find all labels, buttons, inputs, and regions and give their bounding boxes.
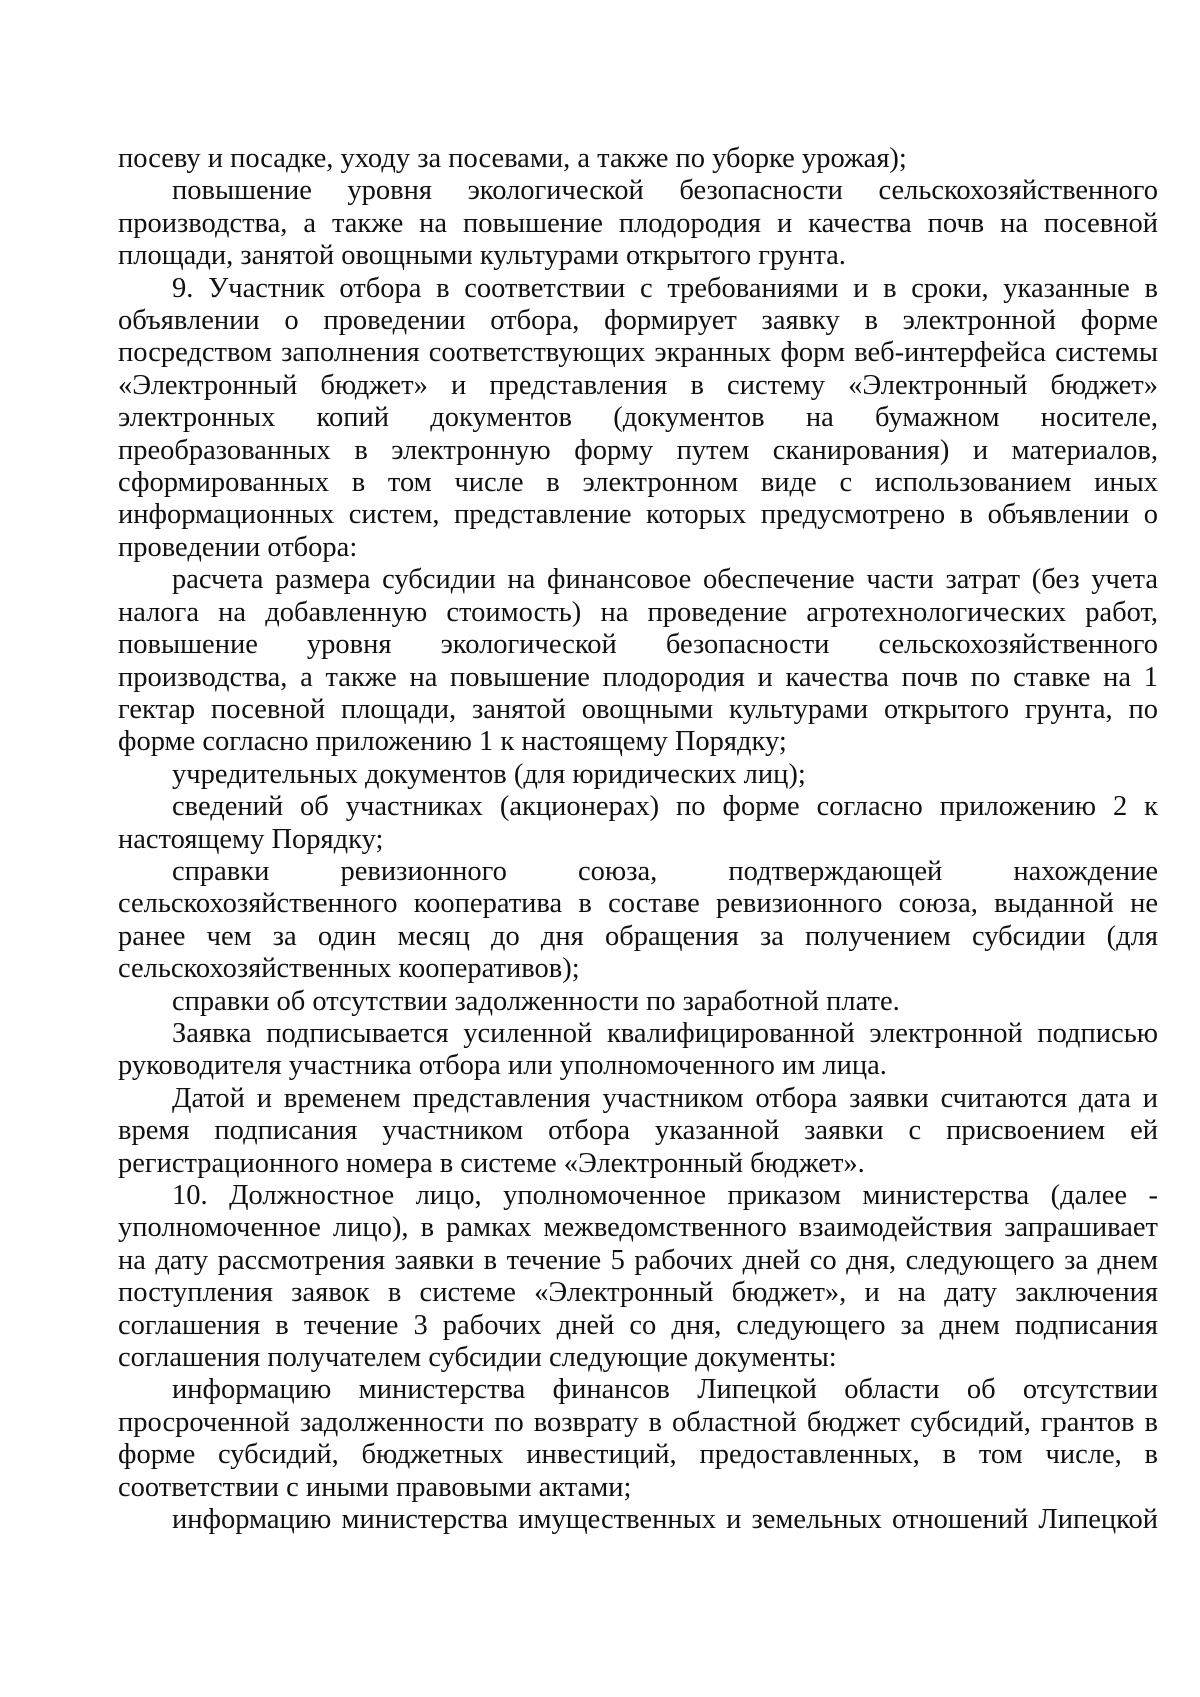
paragraph-signature: Заявка подписывается усиленной квалифицированной электронной подписью руководителя участника отбора или уполномоченного им лица. bbox=[118, 1017, 1158, 1082]
paragraph-eco-safety: повышение уровня экологической безопасности сельскохозяйственного производства, а также на повышение плодородия и качества почв на посевной площади, занятой овощными культурами открытого грунта. bbox=[118, 175, 1158, 272]
paragraph-submission-date: Датой и временем представления участником отбора заявки считаются дата и время подписания участником отбора указанной заявки с присвоением ей регистрационного номера в системе «Электронный бюджет». bbox=[118, 1082, 1158, 1179]
paragraph-finance-ministry: информацию министерства финансов Липецкой области об отсутствии просроченной задолженности по возврату в областной бюджет субсидий, грантов в форме субсидий, бюджетных инвестиций, предоставленных, в том числе, в соответствии с иными правовыми актами; bbox=[118, 1374, 1158, 1503]
paragraph-wage-debt: справки об отсутствии задолженности по заработной плате. bbox=[172, 985, 900, 1017]
paragraph-sowing-tail: посеву и посадке, уходу за посевами, а также по уборке урожая); bbox=[118, 143, 907, 174]
paragraph-subsidy-calc: расчета размера субсидии на финансовое обеспечение части затрат (без учета налога на добавленную стоимость) на проведение агротехнологических работ, повышение уровня экологической безопасности сельскохозяйственного производства, а также на повышение плодородия и качества почв по ставке на 1 гектар посевной площади, занятой овощными культурами открытого грунта, по форме согласно приложению 1 к настоящему Порядку; bbox=[118, 564, 1158, 758]
paragraph-property-ministry: информацию министерства имущественных и земельных отношений Липецкой bbox=[172, 1504, 1158, 1536]
paragraph-item-10: 10. Должностное лицо, уполномоченное приказом министерства (далее - уполномоченное лицо), в рамках межведомственного взаимодействия запрашивает на дату рассмотрения заявки в течение 5 рабочих дней со дня, следующего за днем поступления заявок в системе «Электронный бюджет», и на дату заключения соглашения в течение 3 рабочих дней со дня, следующего за днем подписания соглашения получателем субсидии следующие документы: bbox=[118, 1180, 1158, 1374]
document-page bbox=[118, 143, 1158, 1536]
paragraph-founding-docs: учредительных документов (для юридических лиц); bbox=[172, 758, 806, 790]
paragraph-shareholders: сведений об участниках (акционерах) по форме согласно приложению 2 к настоящему Порядку; bbox=[118, 791, 1158, 855]
paragraph-audit-union: справки ревизионного союза, подтверждающей нахождение сельскохозяйственного кооператива в составе ревизионного союза, выданной не ранее чем за один месяц до дня обращения за получением субсидии (для сельскохозяйственных кооперативов); bbox=[118, 855, 1158, 985]
paragraph-item-9: 9. Участник отбора в соответствии с требованиями и в сроки, указанные в объявлении о проведении отбора, формирует заявку в электронной форме посредством заполнения соответствующих экранных форм веб-интерфейса системы «Электронный бюджет» и представления в систему «Электронный бюджет» электронных копий документов (документов на бумажном носителе, преобразованных в электронную форму путем сканирования) и материалов, сформированных в том числе в электронном виде с использованием иных информационных систем, представление которых предусмотрено в объявлении о проведении отбора: bbox=[118, 272, 1158, 563]
